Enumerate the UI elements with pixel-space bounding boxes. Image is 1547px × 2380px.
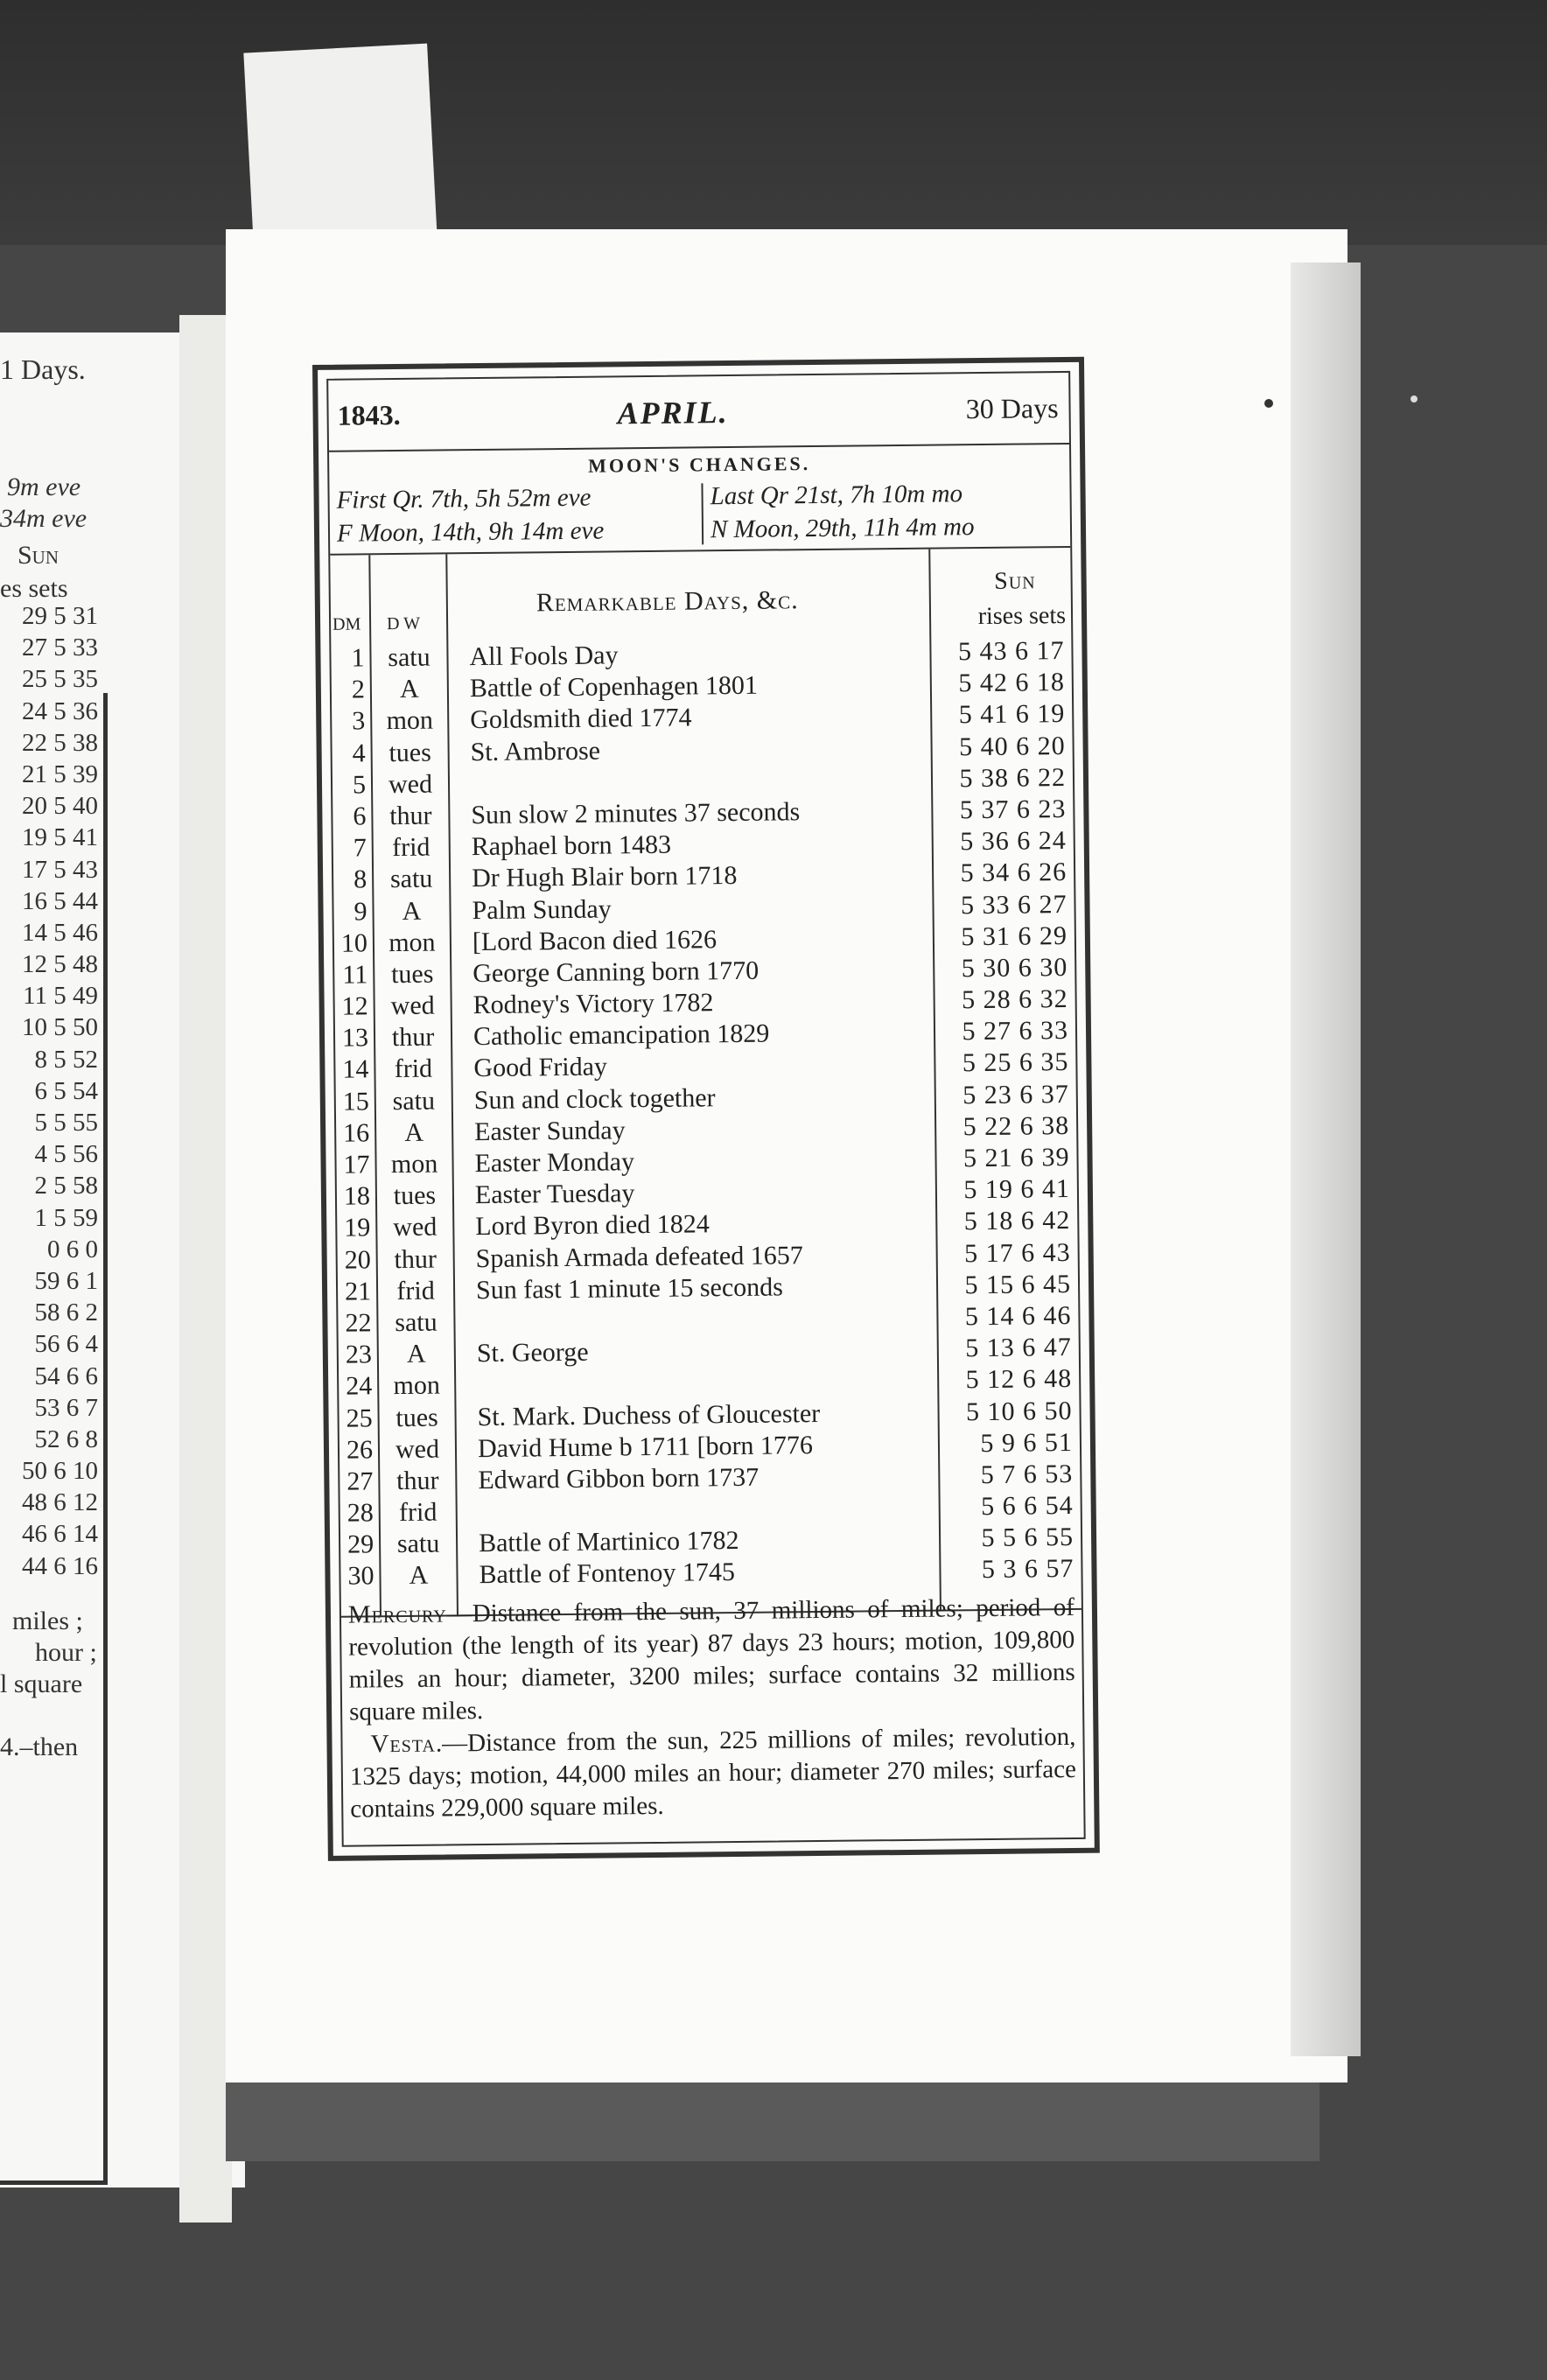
sun-rise-set: 5 7 6 53 xyxy=(980,1459,1074,1489)
sun-rise-set: 5 10 6 50 xyxy=(965,1396,1073,1426)
sun-rise-set: 5 31 6 29 xyxy=(961,920,1068,951)
day-of-week: tues xyxy=(388,738,431,767)
month-title: APRIL. xyxy=(617,395,729,431)
mercury-note xyxy=(348,1592,1076,1729)
day-of-month: 17 xyxy=(343,1150,370,1180)
days-count: 30 Days xyxy=(965,392,1059,425)
sun-rise-set: 5 21 6 39 xyxy=(962,1142,1070,1173)
day-of-week: mon xyxy=(390,1149,438,1180)
left-page-sun-row: 4 5 56 xyxy=(34,1140,98,1169)
header-dw: D W xyxy=(386,613,421,634)
sun-rise-set: 5 12 6 48 xyxy=(965,1364,1073,1395)
vesta-text: .—Distance from the sun, 225 millions of miles; revolution, 1325 days; motion, 44,000 miles an hour; diameter 270 miles; surface contains 229,000 square miles. xyxy=(349,1722,1077,1824)
sun-rise-set: 5 41 6 19 xyxy=(958,699,1066,730)
remarkable-event: [Lord Bacon died 1626 xyxy=(472,924,718,956)
moon-change: F Moon, 14th, 9h 14m eve xyxy=(336,516,605,548)
year-label: 1843. xyxy=(337,398,401,431)
remarkable-event: St. Mark. Duchess of Gloucester xyxy=(477,1398,821,1432)
day-of-week: satu xyxy=(389,864,433,894)
left-page-sun-row: 6 5 54 xyxy=(34,1076,98,1105)
sun-rise-set: 5 42 6 18 xyxy=(958,668,1066,698)
remarkable-event: Battle of Copenhagen 1801 xyxy=(469,670,759,704)
day-of-week: thur xyxy=(396,1466,439,1495)
remarkable-event: Lord Byron died 1824 xyxy=(475,1209,710,1242)
day-of-month: 11 xyxy=(342,960,368,990)
day-of-month: 26 xyxy=(346,1435,374,1465)
sun-rise-set: 5 40 6 20 xyxy=(958,731,1066,761)
day-of-week: A xyxy=(406,1339,426,1369)
day-of-week: A xyxy=(399,674,419,704)
left-page-sun-row: 27 5 33 xyxy=(22,634,98,662)
day-of-month: 22 xyxy=(345,1308,372,1338)
remarkable-event: Palm Sunday xyxy=(472,893,612,925)
day-of-week: thur xyxy=(391,1022,435,1053)
remarkable-event: Easter Monday xyxy=(474,1147,635,1179)
day-of-month: 10 xyxy=(340,928,368,958)
vesta-label: Vesta xyxy=(370,1729,437,1759)
left-page-sun-row: 53 6 7 xyxy=(34,1393,98,1422)
moon-change: N Moon, 29th, 11h 4m mo xyxy=(710,513,975,544)
left-page-foot-text: l square xyxy=(0,1670,83,1698)
left-page-sun-row: 1 5 59 xyxy=(34,1203,98,1232)
left-page-sun-row: 16 5 44 xyxy=(22,886,98,915)
almanac-table xyxy=(312,357,1100,1861)
day-of-month: 3 xyxy=(352,706,366,736)
day-of-month: 20 xyxy=(344,1244,371,1275)
day-of-week: A xyxy=(409,1561,429,1591)
sun-rise-set: 5 25 6 35 xyxy=(962,1047,1069,1078)
left-page-sun-row: 59 6 1 xyxy=(34,1266,98,1295)
header-dm: DM xyxy=(332,614,361,634)
day-of-week: satu xyxy=(395,1307,438,1338)
remarkable-event: Battle of Fontenoy 1745 xyxy=(479,1558,736,1590)
sun-rise-set: 5 6 6 54 xyxy=(981,1491,1074,1522)
remarkable-event: Rodney's Victory 1782 xyxy=(472,988,714,1020)
day-of-month: 6 xyxy=(353,802,367,831)
left-page-sun-column xyxy=(0,600,98,1582)
almanac-header xyxy=(328,373,1069,452)
left-page-sun-header: Sun xyxy=(18,541,60,570)
remarkable-event: Sun fast 1 minute 15 seconds xyxy=(475,1272,784,1305)
page-edge xyxy=(1291,262,1361,2056)
sun-rise-set: 5 3 6 57 xyxy=(981,1554,1074,1585)
sun-rise-set: 5 23 6 37 xyxy=(962,1079,1069,1110)
day-of-week: mon xyxy=(388,928,436,957)
day-of-week: thur xyxy=(389,801,432,831)
day-of-week: tues xyxy=(390,959,434,989)
remarkable-event: Raphael born 1483 xyxy=(471,830,672,862)
moon-changes-left xyxy=(336,481,604,550)
left-page-sun-row: 11 5 49 xyxy=(23,982,98,1011)
day-of-week: satu xyxy=(392,1086,436,1116)
remarkable-event: St. Ambrose xyxy=(470,736,601,766)
remarkable-event: David Hume b 1711 [born 1776 xyxy=(477,1430,814,1463)
day-of-month: 8 xyxy=(353,864,368,894)
left-page-foot-text: hour ; xyxy=(35,1638,97,1667)
remarkable-event: Catholic emancipation 1829 xyxy=(472,1018,770,1052)
sun-rise-set: 5 33 6 27 xyxy=(960,889,1068,920)
remarkable-event: Spanish Armada defeated 1657 xyxy=(475,1240,803,1273)
sun-rise-set: 5 34 6 26 xyxy=(960,858,1068,888)
day-of-month: 9 xyxy=(354,896,368,927)
sun-rise-set: 5 19 6 41 xyxy=(963,1174,1071,1205)
left-page-sun-row: 20 5 40 xyxy=(22,792,98,821)
sun-rise-set: 5 27 6 33 xyxy=(962,1016,1069,1046)
left-page-sun-row: 25 5 35 xyxy=(22,665,98,694)
left-page-sun-row: 10 5 50 xyxy=(22,1013,98,1042)
day-of-week: wed xyxy=(390,990,435,1021)
remarkable-event: All Fools Day xyxy=(469,640,619,672)
left-page-sun-row: 29 5 31 xyxy=(22,602,98,630)
left-page-moon-line: 34m eve xyxy=(0,504,88,533)
moon-changes-title: MOON'S CHANGES. xyxy=(588,452,811,477)
day-of-week: tues xyxy=(393,1180,437,1211)
left-page-sun-row: 12 5 48 xyxy=(22,950,98,979)
sun-rise-set: 5 43 6 17 xyxy=(957,636,1065,667)
left-page-sun-row: 44 6 16 xyxy=(22,1551,98,1580)
day-of-month: 14 xyxy=(342,1054,369,1085)
left-page-sun-row: 56 6 4 xyxy=(34,1330,98,1359)
left-page-sun-row: 46 6 14 xyxy=(22,1520,98,1549)
header-remarkable-days: Remarkable Days, &c. xyxy=(536,585,799,618)
left-page-foot-text: 4.–then xyxy=(0,1732,79,1761)
remarkable-event: St. George xyxy=(476,1337,589,1368)
left-page-sun-row: 21 5 39 xyxy=(22,760,98,788)
header-sun: Sun xyxy=(994,567,1036,595)
day-of-month: 18 xyxy=(343,1181,371,1211)
left-page-sun-row: 2 5 58 xyxy=(34,1172,98,1200)
remarkable-event: Easter Sunday xyxy=(474,1116,626,1146)
remarkable-event: Edward Gibbon born 1737 xyxy=(478,1462,760,1494)
page-spine xyxy=(179,315,232,2222)
day-of-month: 29 xyxy=(346,1530,374,1559)
sun-rise-set: 5 18 6 42 xyxy=(963,1206,1071,1236)
moon-change: Last Qr 21st, 7h 10m mo xyxy=(710,480,963,511)
moon-divider xyxy=(701,483,704,544)
day-of-week: frid xyxy=(394,1054,433,1084)
day-of-month: 7 xyxy=(353,833,367,863)
day-of-week: wed xyxy=(388,769,433,799)
remarkable-event: Goldsmith died 1774 xyxy=(470,703,692,735)
mercury-label: Mercury xyxy=(347,1600,447,1629)
vesta-note xyxy=(349,1721,1076,1826)
paper-speck xyxy=(1264,399,1273,408)
day-of-month: 4 xyxy=(352,738,366,768)
day-of-week: mon xyxy=(386,705,434,736)
sun-rise-set: 5 38 6 22 xyxy=(959,762,1067,794)
moon-change: First Qr. 7th, 5h 52m eve xyxy=(336,483,592,514)
almanac-inner-frame xyxy=(326,371,1086,1847)
day-of-month: 28 xyxy=(346,1498,374,1528)
left-page-foot-text: miles ; xyxy=(12,1606,83,1635)
left-page-sun-row: 17 5 43 xyxy=(22,855,98,884)
left-page-sun-row: 22 5 38 xyxy=(22,728,98,757)
left-page-moon-line: 9m eve xyxy=(7,472,81,501)
left-page-sun-row: 52 6 8 xyxy=(34,1424,98,1453)
left-page-sun-row: 24 5 36 xyxy=(22,696,98,725)
sun-rise-set: 5 17 6 43 xyxy=(964,1237,1071,1268)
day-of-week: wed xyxy=(395,1434,440,1464)
sun-rise-set: 5 14 6 46 xyxy=(964,1300,1072,1332)
left-page-sun-row: 58 6 2 xyxy=(34,1298,98,1327)
left-page-sun-row: 19 5 41 xyxy=(22,823,98,852)
day-of-month: 21 xyxy=(344,1277,372,1306)
day-of-month: 19 xyxy=(344,1213,371,1243)
left-page-sun-row: 0 6 0 xyxy=(47,1235,98,1264)
planet-notes xyxy=(348,1592,1077,1826)
remarkable-event: Good Friday xyxy=(473,1052,608,1083)
left-page-sun-row: 14 5 46 xyxy=(22,918,98,947)
day-of-week: tues xyxy=(396,1403,438,1432)
day-of-month: 16 xyxy=(343,1118,370,1148)
day-of-month: 13 xyxy=(341,1023,369,1053)
remarkable-event: Sun slow 2 minutes 37 seconds xyxy=(471,797,801,830)
sun-rise-set: 5 5 6 55 xyxy=(981,1522,1074,1553)
day-of-week: satu xyxy=(396,1529,440,1559)
left-page-sun-row: 5 5 55 xyxy=(34,1109,98,1137)
sun-rise-set: 5 30 6 30 xyxy=(961,952,1068,984)
left-page-sun-row: 50 6 10 xyxy=(22,1457,98,1486)
remarkable-event: Sun and clock together xyxy=(473,1082,716,1115)
sun-rise-set: 5 28 6 32 xyxy=(961,984,1068,1015)
day-of-month: 24 xyxy=(346,1371,373,1401)
day-of-week: frid xyxy=(396,1276,435,1306)
day-of-week: wed xyxy=(393,1212,438,1242)
day-of-week: mon xyxy=(393,1370,441,1401)
day-of-month: 2 xyxy=(351,675,366,704)
left-page-header: 1 Days. xyxy=(0,354,86,385)
sun-rise-set: 5 13 6 47 xyxy=(965,1333,1072,1363)
day-of-week: A xyxy=(402,896,422,926)
sun-rise-set: 5 15 6 45 xyxy=(964,1269,1072,1299)
calendar-rows xyxy=(331,635,1081,1592)
day-of-week: thur xyxy=(394,1244,438,1274)
page-shadow xyxy=(226,2082,1320,2161)
left-page-sun-sub: es sets xyxy=(0,574,68,603)
remarkable-event: Easter Tuesday xyxy=(474,1179,635,1210)
sun-rise-set: 5 9 6 51 xyxy=(980,1427,1074,1458)
left-page-sun-row: 54 6 6 xyxy=(34,1362,98,1390)
day-of-month: 27 xyxy=(346,1466,374,1496)
sun-rise-set: 5 37 6 23 xyxy=(959,794,1067,825)
day-of-month: 15 xyxy=(342,1086,369,1116)
sun-rise-set: 5 36 6 24 xyxy=(960,826,1067,857)
remarkable-event: Dr Hugh Blair born 1718 xyxy=(471,861,738,893)
left-page-sun-row: 8 5 52 xyxy=(34,1045,98,1074)
day-of-month: 1 xyxy=(351,643,365,673)
mercury-text: —Distance from the sun, 37 millions of miles; period of revolution (the length of its year) 87 days 23 hours; motion, 109,800 miles an hour; diameter, 3200 miles; surface contains 32 millions square miles. xyxy=(348,1592,1075,1726)
remarkable-event: Battle of Martinico 1782 xyxy=(478,1526,739,1558)
header-rises-sets: rises sets xyxy=(977,601,1067,631)
day-of-week: A xyxy=(404,1117,424,1147)
day-of-week: frid xyxy=(398,1497,438,1528)
paper-speck xyxy=(1410,396,1418,402)
day-of-month: 25 xyxy=(346,1403,373,1433)
day-of-month: 5 xyxy=(352,770,367,800)
background-dark xyxy=(0,0,1547,245)
day-of-month: 12 xyxy=(341,991,368,1021)
day-of-month: 23 xyxy=(345,1340,373,1369)
moon-changes-right xyxy=(710,477,974,546)
remarkable-event: George Canning born 1770 xyxy=(472,956,760,988)
day-of-week: frid xyxy=(391,832,430,863)
day-of-week: satu xyxy=(388,642,430,673)
left-page-sun-row: 48 6 12 xyxy=(22,1488,98,1517)
sun-rise-set: 5 22 6 38 xyxy=(962,1110,1070,1142)
day-of-month: 30 xyxy=(347,1561,374,1592)
